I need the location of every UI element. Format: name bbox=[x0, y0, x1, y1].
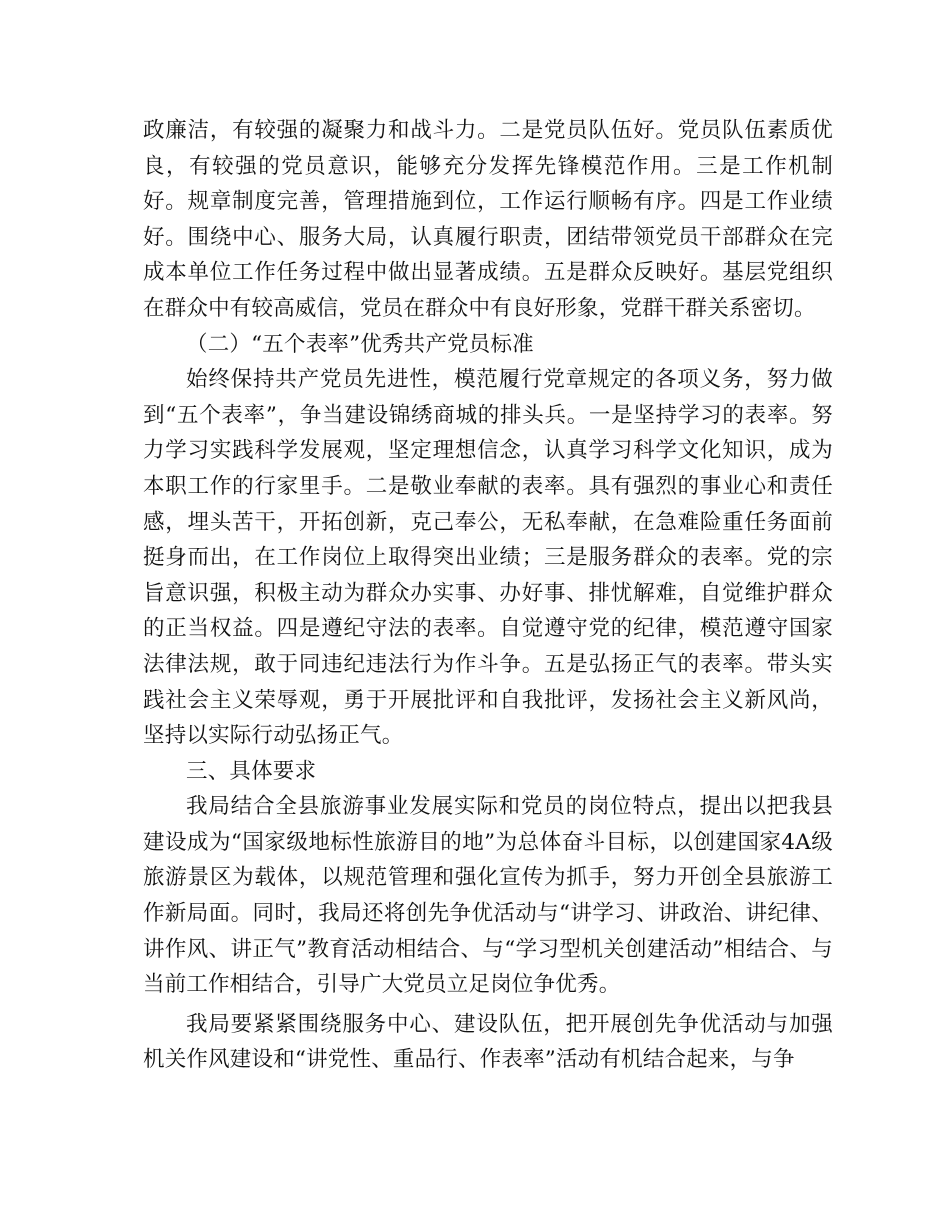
document-body bbox=[143, 113, 833, 1078]
paragraph-tourism-goals: 我局结合全县旅游事业发展实际和党员的岗位特点，提出以把我县建设成为“国家级地标性旅游目的地”为总体奋斗目标，以创建国家4A级旅游景区为载体，以规范管理和强化宣传为抓手，努力开创全县旅游工作新局面。同时，我局还将创先争优活动与“讲学习、讲政治、讲纪律、讲作风、讲正气”教育活动相结合、与“学习型机关创建活动”相结合、与当前工作相结合，引导广大党员立足岗位争优秀。 bbox=[143, 794, 833, 998]
section-heading-five-exemplars: （二）“五个表率”优秀共产党员标准 bbox=[186, 331, 534, 357]
paragraph-five-exemplars: 始终保持共产党员先进性，模范履行党章规定的各项义务，努力做到“五个表率”，争当建设锦绣商城的排头兵。一是坚持学习的表率。努力学习实践科学发展观，坚定理想信念，认真学习科学文化知识，成为本职工作的行家里手。二是敬业奉献的表率。具有强烈的事业心和责任感，埋头苦干，开拓创新，克己奉公，无私奉献，在急难险重任务面前挺身而出，在工作岗位上取得突出业绩；三是服务群众的表率。党的宗旨意识强，积极主动为群众办实事、办好事、排忧解难，自觉维护群众的正当权益。四是遵纪守法的表率。自觉遵守党的纪律，模范遵守国家法律法规，敢于同违纪违法行为作斗争。五是弘扬正气的表率。带头实践社会主义荣辱观，勇于开展批评和自我批评，发扬社会主义新风尚，坚持以实际行动弘扬正气。 bbox=[143, 367, 833, 749]
paragraph-party-org-standards: 政廉洁，有较强的凝聚力和战斗力。二是党员队伍好。党员队伍素质优良，有较强的党员意识，能够充分发挥先锋模范作用。三是工作机制好。规章制度完善，管理措施到位，工作运行顺畅有序。四是工作业绩好。围绕中心、服务大局，认真履行职责，团结带领党员干部群众在完成本单位工作任务过程中做出显著成绩。五是群众反映好。基层党组织在群众中有较高威信，党员在群众中有良好形象，党群干群关系密切。 bbox=[143, 118, 833, 321]
paragraph-work-style: 我局要紧紧围绕服务中心、建设队伍，把开展创先争优活动与加强机关作风建设和“讲党性、重品行、作表率”活动有机结合起来，与争 bbox=[143, 1011, 833, 1073]
section-heading-specific-requirements: 三、具体要求 bbox=[186, 758, 317, 784]
